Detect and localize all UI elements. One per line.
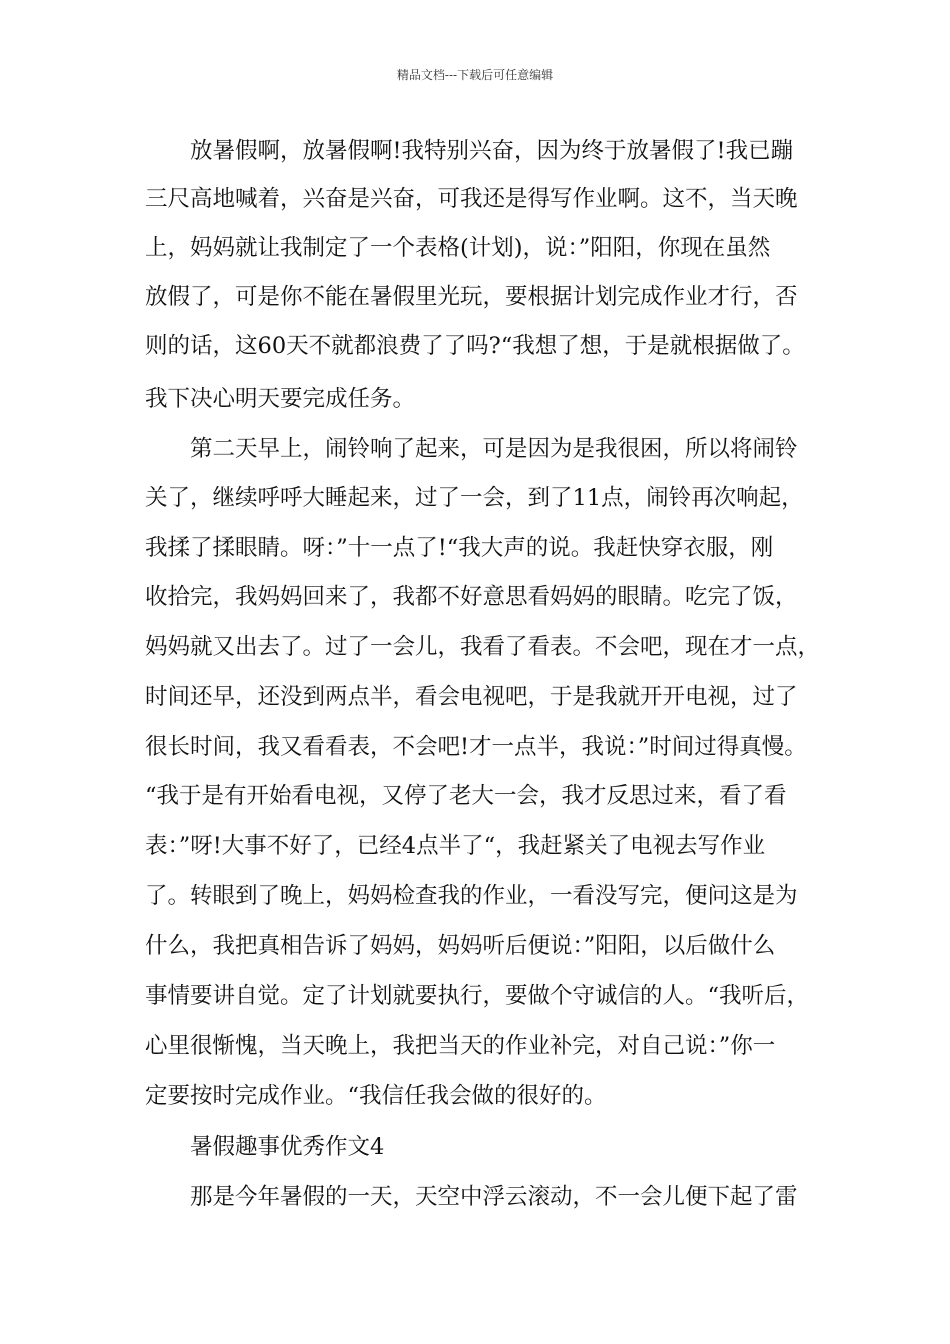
text-line: 收拾完，我妈妈回来了，我都不好意思看妈妈的眼睛。吃完了饭， — [145, 584, 798, 610]
text-line: 那是今年暑假的一天，天空中浮云滚动，不一会儿便下起了雷 — [190, 1184, 798, 1210]
text-line: 我下决心明天要完成任务。 — [145, 386, 416, 412]
text-line: 第二天早上，闹铃响了起来，可是因为是我很困，所以将闹铃 — [190, 436, 798, 462]
text-line: 我揉了揉眼睛。呀：”十一点了!“我大声的说。我赶快穿衣服，刚 — [145, 535, 774, 561]
text-line: 关了，继续呼呼大睡起来，过了一会，到了11点，闹铃再次响起， — [145, 485, 804, 511]
text-line: 事情要讲自觉。定了计划就要执行，要做个守诚信的人。“我听后， — [145, 983, 810, 1009]
text-line: 时间还早，还没到两点半，看会电视吧，于是我就开开电视，过了 — [145, 684, 798, 710]
page-header: 精品文档---下载后可任意编辑 — [396, 68, 554, 82]
text-line: 三尺高地喊着，兴奋是兴奋，可我还是得写作业啊。这不，当天晚 — [145, 186, 798, 212]
text-line: 很长时间，我又看看表，不会吧!才一点半，我说：”时间过得真慢。 — [145, 734, 807, 760]
text-line: 什么，我把真相告诉了妈妈，妈妈听后便说：”阳阳，以后做什么 — [145, 933, 776, 959]
text-line: 放暑假啊，放暑假啊!我特别兴奋，因为终于放暑假了!我已蹦 — [190, 138, 794, 164]
text-line: 定要按时完成作业。“我信任我会做的很好的。 — [145, 1083, 607, 1109]
text-line: 了。转眼到了晚上，妈妈检查我的作业，一看没写完，便问这是为 — [145, 883, 798, 909]
section-heading: 暑假趣事优秀作文4 — [190, 1134, 385, 1160]
text-line: 则的话，这60天不就都浪费了了吗?“我想了想，于是就根据做了。 — [145, 333, 805, 359]
text-line: 上，妈妈就让我制定了一个表格(计划)，说：”阳阳，你现在虽然 — [145, 235, 771, 261]
text-line: 表：”呀!大事不好了，已经4点半了“，我赶紧关了电视去写作业 — [145, 833, 766, 859]
text-line: “我于是有开始看电视，又停了老大一会，我才反思过来，看了看 — [145, 783, 787, 809]
text-line: 心里很惭愧，当天晚上，我把当天的作业补完，对自己说：”你一 — [145, 1033, 776, 1059]
text-line: 妈妈就又出去了。过了一会儿，我看了看表。不会吧，现在才一点， — [145, 634, 821, 660]
text-line: 放假了，可是你不能在暑假里光玩，要根据计划完成作业才行，否 — [145, 284, 798, 310]
